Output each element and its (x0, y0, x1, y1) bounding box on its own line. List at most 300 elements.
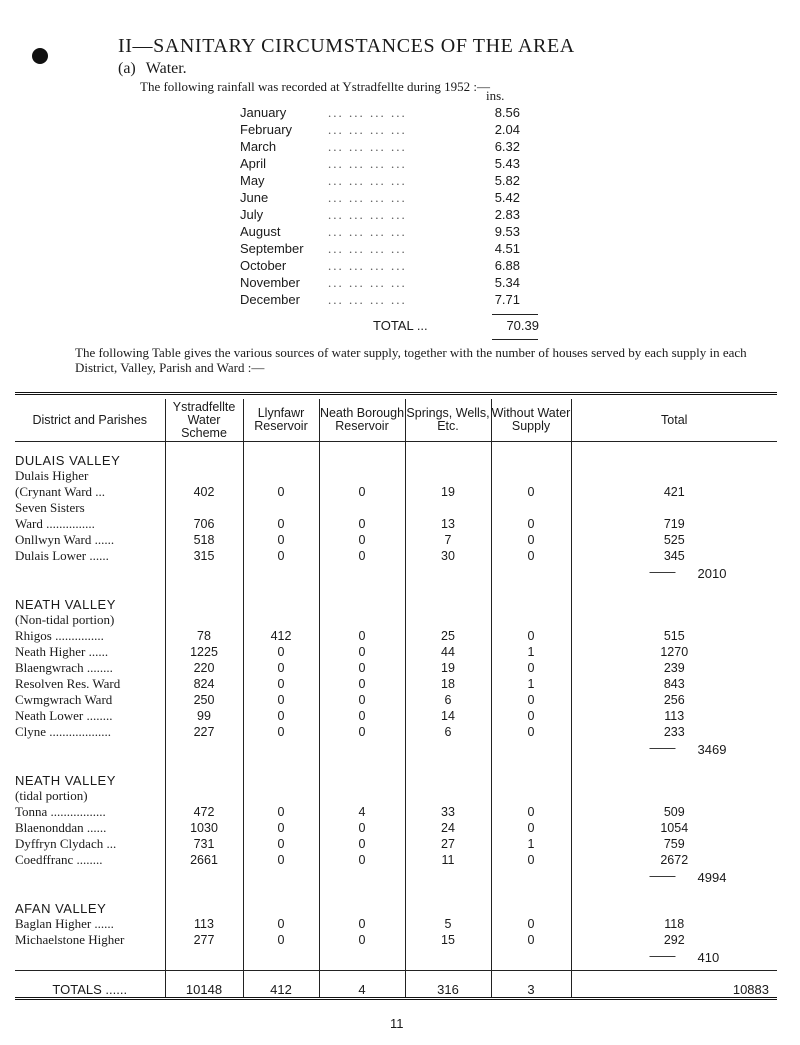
empty-cell (319, 564, 405, 586)
parish-name-line: Baglan Higher ...... (15, 916, 114, 931)
subtotal-row (15, 740, 777, 762)
empty-cell (165, 868, 243, 890)
subheading (118, 60, 187, 78)
table-row (15, 500, 777, 532)
total-cell: 256 (663, 693, 685, 707)
total-cell: 515 (663, 629, 685, 643)
empty-cell (571, 442, 777, 469)
parish-name-line: Seven Sisters (15, 500, 85, 515)
empty-cell (243, 564, 319, 586)
value-cell: 5 (405, 916, 491, 932)
empty-cell (405, 762, 491, 788)
rainfall-value: 6.32 (494, 139, 520, 154)
value-cell: 227 (165, 724, 243, 740)
table-row (15, 788, 777, 820)
empty-cell (319, 868, 405, 890)
parish-name (15, 820, 165, 836)
value-cell: 1030 (165, 820, 243, 836)
rainfall-row (240, 292, 530, 309)
value-cell: 0 (319, 692, 405, 708)
parish-name (15, 660, 165, 676)
value-cell: 19 (405, 468, 491, 500)
empty-cell (319, 740, 405, 762)
subtotal-cell (571, 948, 777, 971)
table-row (15, 468, 777, 500)
rainfall-row (240, 105, 530, 122)
value-cell: 0 (319, 660, 405, 676)
empty-cell (243, 442, 319, 469)
value-cell: 0 (319, 468, 405, 500)
total-cell: 118 (664, 917, 685, 931)
rainfall-total-row (373, 318, 539, 333)
table-row (15, 932, 777, 948)
header-without-supply: Without Water Supply (491, 399, 571, 442)
value-cell: 518 (165, 532, 243, 548)
leader-dots: ... ... ... ... (328, 292, 407, 307)
empty-cell (15, 740, 165, 762)
value-cell: 0 (491, 660, 571, 676)
table-row (15, 676, 777, 692)
empty-cell (243, 586, 319, 612)
totals-row (15, 971, 777, 999)
value-cell: 0 (243, 548, 319, 564)
leader-dots: ... ... ... ... (328, 275, 407, 290)
rainfall-row (240, 122, 530, 139)
parish-name-line: Dyffryn Clydach ... (15, 836, 117, 851)
value-cell: 0 (491, 820, 571, 836)
rainfall-month: August (240, 224, 281, 239)
parish-name-line: Ward ............... (15, 516, 95, 531)
empty-cell (243, 948, 319, 971)
empty-cell (319, 762, 405, 788)
value-cell: 0 (319, 612, 405, 644)
leader-dots: ... ... ... ... (328, 241, 407, 256)
value-cell: 99 (165, 708, 243, 724)
value-cell: 0 (319, 916, 405, 932)
value-cell: 412 (243, 612, 319, 644)
parish-name-line: Resolven Res. Ward (15, 676, 121, 691)
value-cell: 824 (165, 676, 243, 692)
leader-dots: ... ... ... ... (328, 156, 407, 171)
value-cell: 44 (405, 644, 491, 660)
parish-name-line: Neath Higher ...... (15, 644, 109, 659)
parish-name-line: Dulais Higher (15, 468, 89, 483)
value-cell: 1 (491, 676, 571, 692)
rainfall-row (240, 139, 530, 156)
subheading-title: Water. (145, 60, 187, 77)
value-cell: 402 (165, 468, 243, 500)
rainfall-value: 6.88 (494, 258, 520, 273)
rainfall-row (240, 207, 530, 224)
total-cell: 719 (663, 517, 685, 531)
subtotal-dash: —— (649, 740, 676, 755)
bullet-icon (32, 48, 48, 64)
value-cell: 0 (319, 932, 405, 948)
value-cell: 0 (243, 724, 319, 740)
group-name: NEATH VALLEY (15, 586, 165, 612)
empty-cell (571, 762, 777, 788)
value-cell: 19 (405, 660, 491, 676)
table-row (15, 724, 777, 740)
rainfall-row (240, 173, 530, 190)
empty-cell (405, 890, 491, 916)
empty-cell (243, 890, 319, 916)
value-cell: 0 (243, 788, 319, 820)
value-cell: 220 (165, 660, 243, 676)
header-ystradfellte: Ystradfellte Water Scheme (165, 399, 243, 442)
parish-name (15, 916, 165, 932)
total-cell: 292 (663, 933, 685, 947)
rainfall-row (240, 224, 530, 241)
totals-label: TOTALS ...... (15, 971, 165, 999)
value-cell: 2661 (165, 852, 243, 868)
leader-dots: ... ... ... ... (328, 173, 407, 188)
empty-cell (405, 948, 491, 971)
group-header-row (15, 890, 777, 916)
empty-cell (165, 564, 243, 586)
rainfall-row (240, 156, 530, 173)
totals-value: 412 (243, 971, 319, 999)
total-cell: 1054 (660, 821, 689, 835)
group-name: NEATH VALLEY (15, 762, 165, 788)
total-rule-bottom (492, 339, 538, 340)
leader-dots: ... ... ... ... (328, 258, 407, 273)
rainfall-month: October (240, 258, 287, 273)
value-cell: 0 (243, 820, 319, 836)
value-cell: 0 (243, 676, 319, 692)
parish-name-line: (tidal portion) (15, 788, 88, 803)
subtotal-cell (571, 868, 777, 890)
value-cell: 1 (491, 644, 571, 660)
value-cell: 1225 (165, 644, 243, 660)
value-cell: 4 (319, 788, 405, 820)
empty-cell (405, 586, 491, 612)
subtotal-row (15, 868, 777, 890)
empty-cell (243, 762, 319, 788)
table-row (15, 644, 777, 660)
subtotal-row (15, 948, 777, 971)
header-district: District and Parishes (15, 399, 165, 442)
value-cell: 0 (319, 500, 405, 532)
table-row (15, 532, 777, 548)
value-cell: 0 (319, 708, 405, 724)
value-cell: 0 (243, 932, 319, 948)
total-cell: 233 (663, 725, 685, 739)
value-cell: 24 (405, 820, 491, 836)
rainfall-month: July (240, 207, 264, 222)
rainfall-row (240, 190, 530, 207)
rainfall-month: May (240, 173, 265, 188)
empty-cell (15, 948, 165, 971)
empty-cell (165, 740, 243, 762)
parish-name-line: Rhigos ............... (15, 628, 104, 643)
value-cell: 33 (405, 788, 491, 820)
group-header-row (15, 586, 777, 612)
section-heading: II—SANITARY CIRCUMSTANCES OF THE AREA (118, 35, 575, 57)
value-cell: 706 (165, 500, 243, 532)
empty-cell (165, 442, 243, 469)
table-row (15, 612, 777, 644)
parish-name (15, 500, 165, 532)
empty-cell (243, 740, 319, 762)
table-row (15, 548, 777, 564)
empty-cell (405, 564, 491, 586)
value-cell: 78 (165, 612, 243, 644)
value-cell: 18 (405, 676, 491, 692)
parish-name-line: Tonna ................. (15, 804, 106, 819)
total-cell: 113 (664, 709, 685, 723)
total-cell: 239 (663, 661, 685, 675)
group-header-row (15, 762, 777, 788)
header-springs: Springs, Wells, Etc. (405, 399, 491, 442)
parish-name (15, 532, 165, 548)
empty-cell (15, 564, 165, 586)
page-number: 11 (390, 1016, 404, 1031)
totals-value: 10883 (571, 971, 777, 999)
subtotal-cell (571, 564, 777, 586)
subtotal-dash: —— (649, 948, 676, 963)
total-cell: 759 (663, 837, 685, 851)
rainfall-value: 9.53 (494, 224, 520, 239)
value-cell: 250 (165, 692, 243, 708)
parish-name-line: Cwmgwrach Ward (15, 692, 113, 707)
value-cell: 0 (319, 676, 405, 692)
value-cell: 6 (405, 692, 491, 708)
table-row (15, 836, 777, 852)
value-cell: 0 (491, 916, 571, 932)
value-cell: 0 (243, 708, 319, 724)
parish-name-line: Michaelstone Higher (15, 932, 125, 947)
empty-cell (491, 586, 571, 612)
value-cell: 7 (405, 532, 491, 548)
empty-cell (405, 442, 491, 469)
total-cell: 509 (663, 805, 685, 819)
parish-name (15, 852, 165, 868)
parish-name-line: Clyne ................... (15, 724, 112, 739)
value-cell: 0 (319, 820, 405, 836)
table-row (15, 852, 777, 868)
parish-name (15, 548, 165, 564)
value-cell: 0 (491, 548, 571, 564)
value-cell: 11 (405, 852, 491, 868)
parish-name (15, 676, 165, 692)
table-header-row (15, 399, 777, 442)
value-cell: 14 (405, 708, 491, 724)
value-cell: 0 (491, 724, 571, 740)
value-cell: 0 (243, 852, 319, 868)
subtotal-dash: —— (649, 564, 676, 579)
header-neath-borough: Neath Borough Reservoir (319, 399, 405, 442)
parish-name-line: Neath Lower ........ (15, 708, 113, 723)
subtotal-value: 410 (697, 950, 720, 965)
empty-cell (405, 868, 491, 890)
empty-cell (15, 868, 165, 890)
value-cell: 30 (405, 548, 491, 564)
subheading-label: (a) (118, 60, 136, 77)
rainfall-month: June (240, 190, 269, 205)
rainfall-value: 5.34 (494, 275, 520, 290)
empty-cell (243, 868, 319, 890)
empty-cell (491, 740, 571, 762)
empty-cell (571, 586, 777, 612)
empty-cell (491, 564, 571, 586)
subtotal-value: 4994 (697, 870, 727, 885)
parish-name-line: Coedffranc ........ (15, 852, 103, 867)
value-cell: 0 (319, 836, 405, 852)
empty-cell (165, 586, 243, 612)
rainfall-month: November (240, 275, 300, 290)
value-cell: 0 (243, 916, 319, 932)
value-cell: 0 (319, 532, 405, 548)
rainfall-month: April (240, 156, 267, 171)
rainfall-value: 4.51 (494, 241, 520, 256)
leader-dots: ... ... ... ... (328, 190, 407, 205)
value-cell: 0 (243, 660, 319, 676)
value-cell: 731 (165, 836, 243, 852)
value-cell: 0 (491, 532, 571, 548)
value-cell: 0 (243, 468, 319, 500)
totals-value: 3 (491, 971, 571, 999)
empty-cell (319, 948, 405, 971)
rainfall-row (240, 258, 530, 275)
table-row (15, 660, 777, 676)
rainfall-month: September (240, 241, 304, 256)
group-name: DULAIS VALLEY (15, 442, 165, 469)
empty-cell (405, 740, 491, 762)
total-rule-top (492, 314, 538, 315)
table-row (15, 820, 777, 836)
rainfall-row (240, 241, 530, 258)
empty-cell (571, 890, 777, 916)
water-supply-table (15, 399, 777, 1000)
parish-name (15, 724, 165, 740)
empty-cell (165, 948, 243, 971)
value-cell: 0 (491, 852, 571, 868)
total-cell: 421 (663, 485, 685, 499)
rainfall-total-value: 70.39 (506, 318, 539, 333)
total-cell: 843 (663, 677, 685, 691)
leader-dots: ... ... ... ... (328, 139, 407, 154)
value-cell: 0 (491, 788, 571, 820)
table-row (15, 692, 777, 708)
rainfall-row (240, 275, 530, 292)
rainfall-value: 7.71 (494, 292, 520, 307)
value-cell: 0 (491, 500, 571, 532)
subtotal-cell (571, 740, 777, 762)
value-cell: 25 (405, 612, 491, 644)
group-header-row (15, 442, 777, 469)
value-cell: 0 (491, 692, 571, 708)
table-row (15, 708, 777, 724)
value-cell: 0 (319, 852, 405, 868)
rainfall-value: 5.82 (494, 173, 520, 188)
value-cell: 27 (405, 836, 491, 852)
value-cell: 0 (491, 468, 571, 500)
parish-name (15, 788, 165, 820)
value-cell: 0 (319, 548, 405, 564)
total-cell: 345 (663, 549, 685, 563)
parish-name (15, 836, 165, 852)
value-cell: 277 (165, 932, 243, 948)
total-cell: 1270 (660, 645, 689, 659)
rainfall-month: March (240, 139, 277, 154)
rainfall-month: February (240, 122, 293, 137)
empty-cell (319, 586, 405, 612)
totals-value: 316 (405, 971, 491, 999)
parish-name (15, 612, 165, 644)
rainfall-intro: The following rainfall was recorded at Ystradfellte during 1952 :— (140, 79, 491, 94)
rainfall-value: 8.56 (494, 105, 520, 120)
value-cell: 113 (165, 916, 243, 932)
parish-name-line: (Crynant Ward ... (15, 484, 106, 499)
empty-cell (319, 890, 405, 916)
parish-name (15, 708, 165, 724)
value-cell: 315 (165, 548, 243, 564)
rainfall-value: 2.83 (494, 207, 520, 222)
empty-cell (491, 868, 571, 890)
leader-dots: ... ... ... ... (328, 105, 407, 120)
parish-name-line: (Non-tidal portion) (15, 612, 115, 627)
rainfall-value: 5.42 (494, 190, 520, 205)
empty-cell (491, 762, 571, 788)
value-cell: 0 (319, 644, 405, 660)
empty-cell (165, 890, 243, 916)
value-cell: 0 (491, 708, 571, 724)
subtotal-value: 2010 (697, 566, 727, 581)
header-total: Total (571, 399, 777, 442)
header-llynfawr: Llynfawr Reservoir (243, 399, 319, 442)
value-cell: 1 (491, 836, 571, 852)
total-cell: 525 (663, 533, 685, 547)
value-cell: 0 (491, 612, 571, 644)
parish-name (15, 644, 165, 660)
subtotal-dash: —— (649, 868, 676, 883)
value-cell: 0 (243, 836, 319, 852)
value-cell: 13 (405, 500, 491, 532)
subtotal-row (15, 564, 777, 586)
empty-cell (491, 442, 571, 469)
total-cell: 2672 (660, 853, 689, 867)
parish-name-line: Onllwyn Ward ...... (15, 532, 115, 547)
leader-dots: ... ... ... ... (328, 122, 407, 137)
table-body (15, 442, 777, 999)
parish-name-line: Dulais Lower ...... (15, 548, 109, 563)
table-intro: The following Table gives the various sources of water supply, together with the number of houses served by each supply in each District, Valley, Parish and Ward :— (75, 345, 747, 375)
rainfall-units: ins. (486, 88, 505, 103)
value-cell: 6 (405, 724, 491, 740)
empty-cell (165, 762, 243, 788)
totals-value: 10148 (165, 971, 243, 999)
value-cell: 0 (243, 692, 319, 708)
value-cell: 15 (405, 932, 491, 948)
value-cell: 0 (319, 724, 405, 740)
value-cell: 0 (243, 532, 319, 548)
leader-dots: ... ... ... ... (328, 224, 407, 239)
rainfall-value: 2.04 (494, 122, 520, 137)
value-cell: 0 (243, 644, 319, 660)
rainfall-month: January (240, 105, 287, 120)
table-top-rule (15, 392, 777, 395)
parish-name-line: Blaengwrach ........ (15, 660, 113, 675)
empty-cell (491, 890, 571, 916)
parish-name (15, 692, 165, 708)
parish-name-line: Blaenonddan ...... (15, 820, 107, 835)
parish-name (15, 932, 165, 948)
rainfall-value: 5.43 (494, 156, 520, 171)
totals-value: 4 (319, 971, 405, 999)
subtotal-value: 3469 (697, 742, 727, 757)
value-cell: 0 (243, 500, 319, 532)
